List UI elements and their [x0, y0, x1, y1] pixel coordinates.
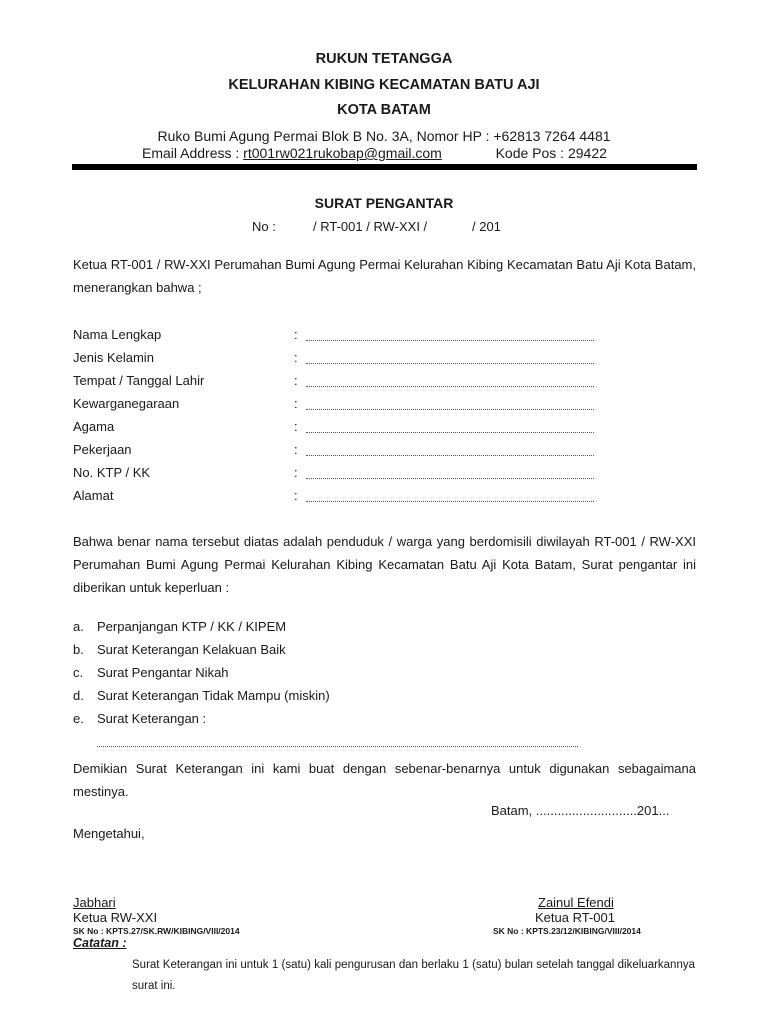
field-label-address: Alamat	[73, 488, 114, 503]
note-label: Catatan :	[73, 936, 127, 950]
field-blank-id[interactable]	[306, 477, 594, 479]
signer-left-name: Jabhari	[73, 895, 116, 910]
signer-right-role: Ketua RT-001	[535, 910, 615, 925]
field-label-religion: Agama	[73, 419, 115, 434]
field-colon: :	[294, 465, 298, 480]
letterhead-divider	[72, 164, 697, 170]
purpose-item: Surat Pengantar Nikah	[97, 665, 229, 680]
place-date: Batam, ............................201...	[491, 803, 670, 818]
field-blank-citizenship[interactable]	[306, 408, 594, 410]
org-contact	[142, 145, 607, 161]
list-marker: e.	[73, 711, 84, 726]
field-colon: :	[294, 396, 298, 411]
purpose-item: Perpanjangan KTP / KK / KIPEM	[97, 619, 287, 634]
field-colon: :	[294, 350, 298, 365]
field-blank-occupation[interactable]	[306, 454, 594, 456]
signer-left-role: Ketua RW-XXI	[73, 910, 158, 925]
field-colon: :	[294, 488, 298, 503]
signer-right-sk: SK No : KPTS.23/12/KIBING/VIII/2014	[493, 926, 641, 936]
acknowledged-label: Mengetahui,	[73, 826, 145, 841]
email-link[interactable]: rt001rw021rukobap@gmail.com	[243, 145, 442, 161]
letter-title: SURAT PENGANTAR	[314, 195, 454, 211]
signer-left-sk: SK No : KPTS.27/SK.RW/KIBING/VIII/2014	[73, 926, 240, 936]
letter-number-mid: / RT-001 / RW-XXI /	[313, 219, 428, 234]
field-colon: :	[294, 442, 298, 457]
letter-number-end: / 201	[472, 219, 501, 234]
field-label-birth: Tempat / Tanggal Lahir	[73, 373, 205, 388]
field-colon: :	[294, 419, 298, 434]
list-marker: b.	[73, 642, 84, 657]
field-label-gender: Jenis Kelamin	[73, 350, 154, 365]
field-label-citizenship: Kewarganegaraan	[73, 396, 180, 411]
org-district: KELURAHAN KIBING KECAMATAN BATU AJI	[228, 77, 540, 93]
statement-paragraph: Bahwa benar nama tersebut diatas adalah penduduk / warga yang berdomisili diwilayah RT-001 / RW-XXI Perumahan Bumi Agung Permai Kelurahan Kibing Kecamatan Batu Aji Kota Batam, Surat pengantar ini diberikan untuk keperluan :	[73, 534, 696, 595]
list-marker: c.	[73, 665, 84, 680]
intro-paragraph: Ketua RT-001 / RW-XXI Perumahan Bumi Agung Permai Kelurahan Kibing Kecamatan Batu Aji Kota Batam, menerangkan bahwa ;	[73, 257, 696, 295]
postal-code: Kode Pos : 29422	[495, 145, 607, 161]
field-label-occupation: Pekerjaan	[73, 442, 132, 457]
signer-right-name: Zainul Efendi	[538, 895, 614, 910]
purpose-item: Surat Keterangan Tidak Mampu (miskin)	[97, 688, 330, 703]
org-address: Ruko Bumi Agung Permai Blok B No. 3A, Nomor HP : +62813 7264 4481	[157, 128, 611, 144]
org-city: KOTA BATAM	[337, 102, 431, 118]
email-label: Email Address :	[142, 145, 244, 161]
letter-number-label: No :	[252, 219, 276, 234]
other-purpose-blank[interactable]	[97, 745, 578, 747]
list-marker: a.	[73, 619, 84, 634]
field-colon: :	[294, 327, 298, 342]
field-colon: :	[294, 373, 298, 388]
purpose-item: Surat Keterangan Kelakuan Baik	[97, 642, 286, 657]
field-blank-address[interactable]	[306, 500, 594, 502]
field-blank-religion[interactable]	[306, 431, 594, 433]
field-blank-birth[interactable]	[306, 385, 594, 387]
purpose-item: Surat Keterangan :	[97, 711, 207, 726]
field-blank-gender[interactable]	[306, 362, 594, 364]
org-name: RUKUN TETANGGA	[315, 51, 453, 67]
field-blank-name[interactable]	[306, 339, 594, 341]
field-label-id: No. KTP / KK	[73, 465, 151, 480]
field-label-name: Nama Lengkap	[73, 327, 162, 342]
closing-paragraph: Demikian Surat Keterangan ini kami buat dengan sebenar-benarnya untuk digunakan sebagaimana mestinya.	[73, 761, 696, 799]
note-text: Surat Keterangan ini untuk 1 (satu) kali pengurusan dan berlaku 1 (satu) bulan setelah tanggal dikeluarkannya surat ini.	[132, 959, 695, 992]
list-marker: d.	[73, 688, 84, 703]
